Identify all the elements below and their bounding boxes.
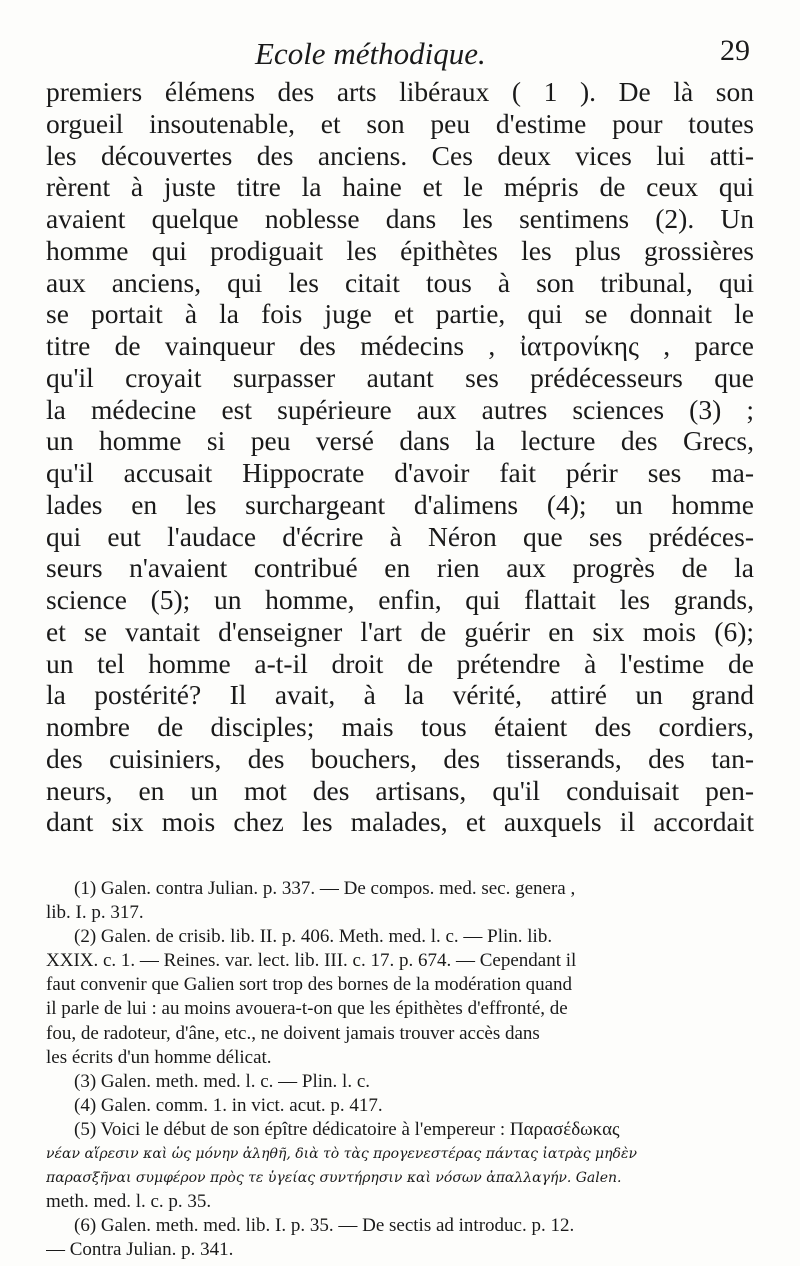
footnote-3: (3) Galen. meth. med. l. c. — Plin. l. c. [74, 1070, 371, 1092]
footnote-4: (4) Galen. comm. 1. in vict. acut. p. 417. [74, 1094, 383, 1116]
text-line: un homme si peu versé dans la lecture des Grecs, [46, 425, 754, 457]
text-line: la postérité? Il avait, à la vérité, attiré un grand [46, 679, 754, 711]
text-line: titre de vainqueur des médecins , ἰατρονίκης , parce [46, 330, 754, 361]
footnote-2-cont: faut convenir que Galien sort trop des bornes de la modération quand [46, 974, 573, 996]
text-line: un tel homme a-t-il droit de prétendre à l'estime de [46, 647, 754, 679]
text-line: les découvertes des anciens. Ces deux vices lui atti- [46, 139, 754, 171]
text-line: qu'il croyait surpasser autant ses prédécesseurs que [46, 361, 754, 393]
footnote-1-cont: lib. I. p. 317. [46, 902, 144, 924]
text-line: neurs, en un mot des artisans, qu'il conduisait pen- [46, 774, 754, 806]
footnote-2-cont: il parle de lui : au moins avouera-t-on que les épithètes d'effronté, de [46, 998, 568, 1020]
footnote-5-cont: meth. med. l. c. p. 35. [46, 1191, 212, 1213]
page-header [0, 34, 800, 74]
footnote-5: (5) Voici le début de son épître dédicatoire à l'empereur : Παρασέδωκας [74, 1118, 620, 1140]
footnote-5-greek: παρασξῆναι συμφέρον πρὸς τε ὑγείας συντήρησιν καὶ νόσων ἀπαλλαγήν. Galen. [46, 1170, 622, 1187]
footnote-2: (2) Galen. de crisib. lib. II. p. 406. Meth. med. l. c. — Plin. lib. [74, 926, 553, 948]
text-line: seurs n'avaient contribué en rien aux progrès de la [46, 552, 754, 584]
text-line: science (5); un homme, enfin, qui flattait les grands, [46, 584, 754, 615]
text-line: lades en les surchargeant d'alimens (4); un homme [46, 488, 754, 520]
main-text [46, 76, 754, 838]
text-line: se portait à la fois juge et partie, qui se donnait le [46, 298, 754, 330]
footnote-6-cont: — Contra Julian. p. 341. [46, 1239, 234, 1261]
text-line: aux anciens, qui les citait tous à son tribunal, qui [46, 266, 754, 298]
text-line: et se vantait d'enseigner l'art de guérir en six mois (6); [46, 615, 754, 647]
text-line: qui eut l'audace d'écrire à Néron que ses prédéces- [46, 520, 754, 552]
page-number: 29 [720, 34, 750, 67]
text-line: la médecine est supérieure aux autres sciences (3) ; [46, 393, 754, 425]
footnote-6: (6) Galen. meth. med. lib. I. p. 35. — De sectis ad introduc. p. 12. [74, 1215, 575, 1237]
text-line: rèrent à juste titre la haine et le mépris de ceux qui [46, 171, 754, 203]
text-line: nombre de disciples; mais tous étaient des cordiers, [46, 711, 754, 742]
text-line: premiers élémens des arts libéraux ( 1 ). De là son [46, 76, 754, 107]
running-head: Ecole méthodique. [255, 36, 486, 71]
footnote-2-cont: XXIX. c. 1. — Reines. var. lect. lib. III. c. 17. p. 674. — Cependant il [46, 950, 577, 972]
footnote-1: (1) Galen. contra Julian. p. 337. — De compos. med. sec. genera , [74, 878, 576, 899]
text-line: orgueil insoutenable, et son peu d'estime pour toutes [46, 107, 754, 139]
footnote-5-greek: νέαν αἵρεσιν καὶ ὡς μόνην ἀληθῆ, διὰ τὸ τὰς προγενεστέρας πάντας ἰατρὰς μηδὲν [46, 1146, 637, 1163]
text-line: dant six mois chez les malades, et auxquels il accordait [46, 806, 754, 838]
footnote-2-cont: fou, de radoteur, d'âne, etc., ne doivent jamais trouver accès dans [46, 1022, 540, 1044]
text-line: qu'il accusait Hippocrate d'avoir fait périr ses ma- [46, 457, 754, 488]
text-line: avaient quelque noblesse dans les sentimens (2). Un [46, 203, 754, 234]
text-line: des cuisiniers, des bouchers, des tisserands, des tan- [46, 742, 754, 774]
text-line: homme qui prodiguait les épithètes les plus grossières [46, 234, 754, 266]
footnote-2-cont: les écrits d'un homme délicat. [46, 1046, 272, 1068]
footnotes [46, 877, 758, 1263]
